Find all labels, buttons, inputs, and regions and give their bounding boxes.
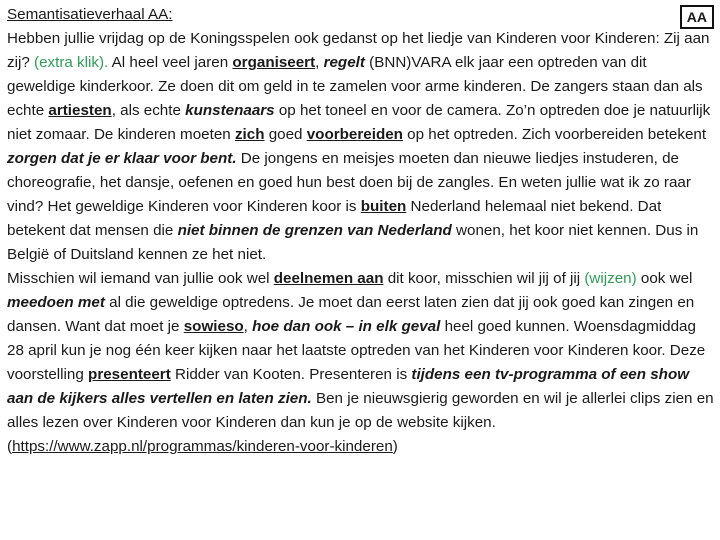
text-run: (BNN)VARA elk jaar een optreden van dit geweldige kinderkoor. Ze doen dit om geld in te zamelen voor arme kinderen. De zangers staan dan als echte (7, 54, 703, 119)
text-run: al die geweldige optredens. Je moet dan eerst laten zien dat jij ook goed kan zingen en dansen. Want dat moet je (7, 294, 695, 335)
level-badge: AA (680, 5, 714, 29)
definition-buiten: niet binnen de grenzen van Nederland (177, 222, 452, 239)
text-run: ) (392, 438, 398, 455)
stage-direction-extra-click: (extra klik). (34, 54, 109, 71)
text-run: op het toneel en voor de camera. Zo’n optreden doe je natuurlijk niet zomaar. De kinderen moeten (7, 102, 711, 143)
definition-presenteren: tijdens een tv-programma of een show aan de kijkers alles vertellen en laten zien. (7, 366, 690, 407)
keyword-sowieso: sowieso (183, 318, 244, 335)
text-run: , als echte (111, 102, 186, 119)
text-run: goed (264, 126, 307, 143)
definition-regelt: regelt (323, 54, 365, 71)
story-paragraph-1 (7, 27, 715, 267)
definition-sowieso: hoe dan ook – in elk geval (252, 318, 441, 335)
text-run: Ridder van Kooten. Presenteren is (170, 366, 412, 383)
text-run: , (243, 318, 253, 335)
page-title: Semantisatieverhaal AA: (7, 6, 173, 23)
text-run: Al heel veel jaren (108, 54, 233, 71)
definition-meedoen-met: meedoen met (7, 294, 105, 311)
text-run: wonen, het koor niet kennen. Dus in België of Duitsland kennen ze het niet. (7, 222, 699, 263)
text-run: op het optreden. Zich voorbereiden betekent (402, 126, 707, 143)
keyword-organiseert: organiseert (232, 54, 316, 71)
text-run: heel goed kunnen. Woensdagmiddag 28 april kun je nog één keer kijken naar het laatste optreden van het Kinderen voor Kinderen koor. Deze voorstelling (7, 318, 706, 383)
website-link[interactable]: https://www.zapp.nl/programmas/kinderen-voor-kinderen (12, 438, 393, 455)
text-run: , (315, 54, 324, 71)
definition-kunstenaars: kunstenaars (185, 102, 275, 119)
stage-direction-wijzen: (wijzen) (584, 270, 637, 287)
text-run: De jongens en meisjes moeten dan nieuwe liedjes instuderen, de choreografie, het dansje, oefenen en goed hun best doen bij de zangles. En weten jullie wat ik zo raar vind? Het geweldige Kinderen voor Kinderen koor is (7, 150, 691, 215)
keyword-artiesten: artiesten (48, 102, 112, 119)
text-run: Ben je nieuwsgierig geworden en wil je allerlei clips zien en alles lezen over Kinderen voor Kinderen dan kun je op de website kijken. ( (7, 390, 714, 455)
document-page (7, 3, 715, 459)
keyword-voorbereiden: voorbereiden (306, 126, 403, 143)
keyword-deelnemen-aan: deelnemen aan (273, 270, 384, 287)
text-run: Hebben jullie vrijdag op de Koningsspelen ook gedanst op het liedje van Kinderen voor Kinderen: Zij aan zij? (7, 30, 710, 71)
definition-voorbereiden: zorgen dat je er klaar voor bent. (7, 150, 237, 167)
text-run: Misschien wil iemand van jullie ook wel (7, 270, 274, 287)
story-paragraph-2 (7, 267, 715, 459)
keyword-buiten: buiten (360, 198, 407, 215)
text-run: ook wel (636, 270, 693, 287)
keyword-zich: zich (234, 126, 265, 143)
keyword-presenteert: presenteert (88, 366, 171, 383)
text-run: dit koor, misschien wil jij of jij (383, 270, 585, 287)
text-run: Nederland helemaal niet bekend. Dat betekent dat mensen die (7, 198, 662, 239)
